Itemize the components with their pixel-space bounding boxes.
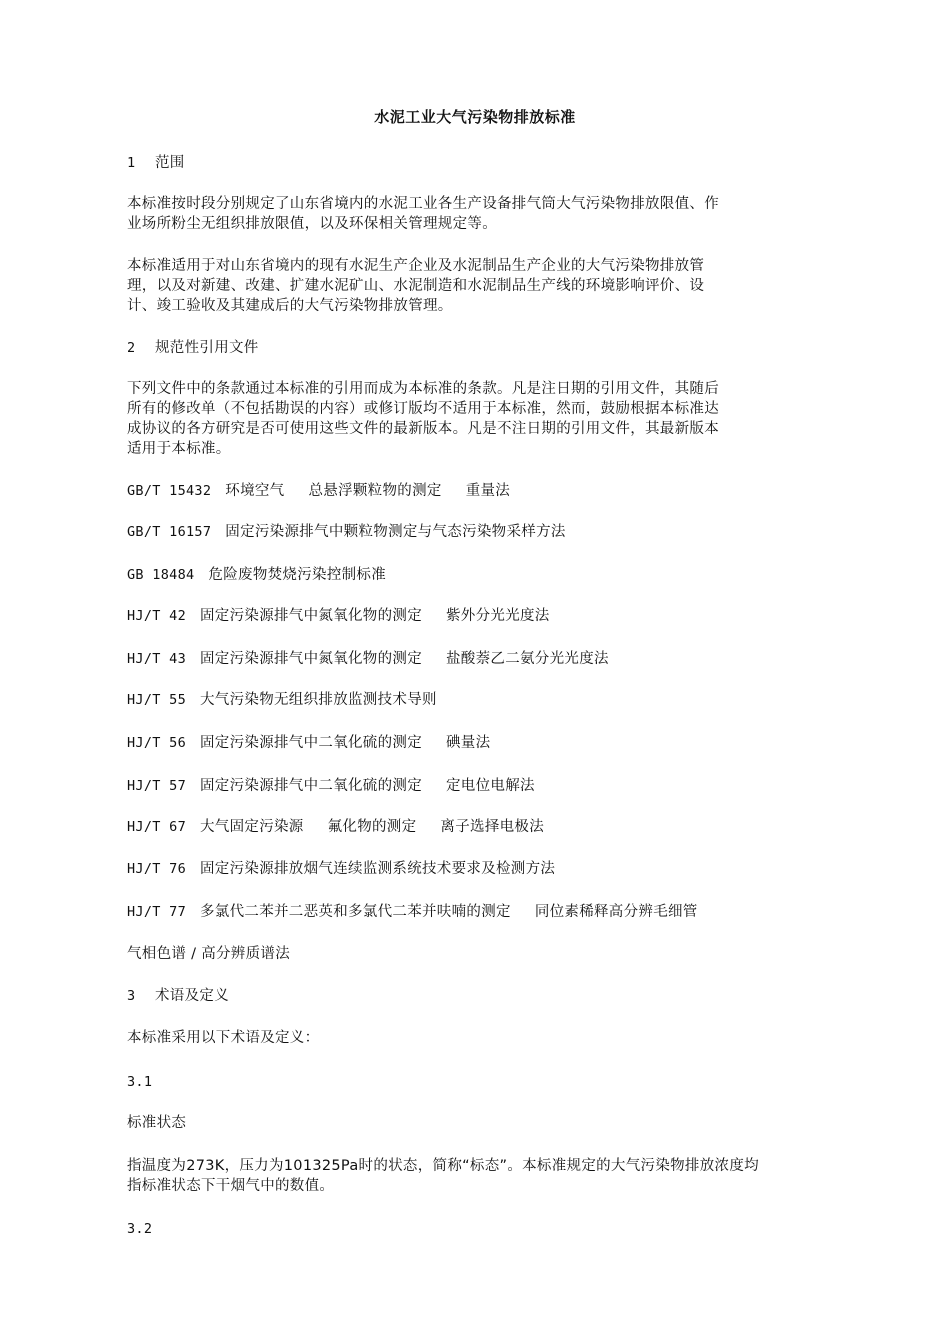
reference-title: 多氯代二苯并二恶英和多氯代二苯并呋喃的测定 <box>200 904 511 920</box>
section-number: 2 <box>127 340 136 356</box>
reference-item <box>127 481 510 501</box>
reference-title: 固定污染源排气中二氧化硫的测定 <box>200 735 422 751</box>
reference-code: GB/T 15432 <box>127 483 212 499</box>
reference-method: 盐酸萘乙二氨分光光度法 <box>446 651 609 667</box>
reference-item <box>127 606 550 626</box>
reference-title: 固定污染源排放烟气连续监测系统技术要求及检测方法 <box>200 861 556 877</box>
term-3-1-name: 标准状态 <box>127 1115 187 1131</box>
reference-code: HJ/T 57 <box>127 778 186 794</box>
reference-title: 环境空气 <box>225 483 285 499</box>
section-title: 规范性引用文件 <box>155 340 259 356</box>
reference-subtitle: 氟化物的测定 <box>327 819 417 835</box>
ref-intro-line-1: 下列文件中的条款通过本标准的引用而成为本标准的条款。凡是注日期的引用文件，其随后 <box>127 381 719 397</box>
reference-title: 危险废物焚烧污染控制标准 <box>208 567 387 583</box>
reference-title: 固定污染源排气中氮氧化物的测定 <box>200 608 422 624</box>
reference-title: 固定污染源排气中氮氧化物的测定 <box>200 651 422 667</box>
section-title: 范围 <box>155 155 185 171</box>
reference-method: 碘量法 <box>446 735 491 751</box>
reference-method: 同位素稀释高分辨毛细管 <box>534 904 698 920</box>
section-1-heading <box>127 153 185 174</box>
document-title: 水泥工业大气污染物排放标准 <box>374 108 576 126</box>
reference-title: 固定污染源排气中颗粒物测定与气态污染物采样方法 <box>225 524 566 540</box>
reference-title: 大气固定污染源 <box>200 819 304 835</box>
term-3-1-definition-line-1: 指温度为273K，压力为101325Pa时的状态，简称“标态”。本标准规定的大气污染物排放浓度均 <box>127 1158 759 1174</box>
reference-item <box>127 565 386 585</box>
reference-title: 固定污染源排气中二氧化硫的测定 <box>200 778 422 794</box>
reference-item <box>127 902 698 922</box>
reference-code: HJ/T 56 <box>127 735 186 751</box>
reference-continuation: 气相色谱 / 高分辨质谱法 <box>127 946 291 962</box>
reference-code: GB 18484 <box>127 567 195 583</box>
scope-para-2-line-1: 本标准适用于对山东省境内的现有水泥生产企业及水泥制品生产企业的大气污染物排放管 <box>127 258 705 274</box>
reference-code: HJ/T 55 <box>127 692 186 708</box>
section-title: 术语及定义 <box>155 988 229 1004</box>
reference-subtitle: 总悬浮颗粒物的测定 <box>308 483 442 499</box>
reference-item <box>127 859 555 879</box>
terms-intro: 本标准采用以下术语及定义： <box>127 1030 320 1046</box>
section-number: 1 <box>127 155 136 171</box>
reference-code: HJ/T 77 <box>127 904 186 920</box>
ref-intro-line-4: 适用于本标准。 <box>127 441 231 457</box>
reference-method: 紫外分光光度法 <box>446 608 550 624</box>
section-2-heading <box>127 338 259 359</box>
reference-code: HJ/T 43 <box>127 651 186 667</box>
scope-para-1-line-1: 本标准按时段分别规定了山东省境内的水泥工业各生产设备排气筒大气污染物排放限值、作 <box>127 196 719 212</box>
term-3-1-number: 3.1 <box>127 1074 153 1090</box>
reference-method: 重量法 <box>465 483 511 499</box>
term-3-1-definition-line-2: 指标准状态下干烟气中的数值。 <box>127 1178 335 1194</box>
reference-item <box>127 817 544 837</box>
reference-code: HJ/T 67 <box>127 819 186 835</box>
scope-para-2-line-3: 计、竣工验收及其建成后的大气污染物排放管理。 <box>127 298 453 314</box>
reference-method: 离子选择电极法 <box>440 819 545 835</box>
reference-method: 定电位电解法 <box>446 778 535 794</box>
reference-item <box>127 649 609 669</box>
ref-intro-line-2: 所有的修改单（不包括勘误的内容）或修订版均不适用于本标准，然而，鼓励根据本标准达 <box>127 401 719 417</box>
section-3-heading <box>127 986 229 1007</box>
scope-para-2-line-2: 理，以及对新建、改建、扩建水泥矿山、水泥制造和水泥制品生产线的环境影响评价、设 <box>127 278 705 294</box>
reference-code: HJ/T 42 <box>127 608 186 624</box>
reference-item <box>127 522 566 542</box>
term-3-2-number: 3.2 <box>127 1221 153 1237</box>
scope-para-1-line-2: 业场所粉尘无组织排放限值，以及环保相关管理规定等。 <box>127 216 497 232</box>
ref-intro-line-3: 成协议的各方研究是否可使用这些文件的最新版本。凡是不注日期的引用文件，其最新版本 <box>127 421 719 437</box>
reference-item <box>127 690 437 710</box>
reference-item <box>127 733 490 753</box>
reference-title: 大气污染物无组织排放监测技术导则 <box>200 692 437 708</box>
reference-code: HJ/T 76 <box>127 861 186 877</box>
reference-item <box>127 776 535 796</box>
reference-code: GB/T 16157 <box>127 524 212 540</box>
section-number: 3 <box>127 988 136 1004</box>
